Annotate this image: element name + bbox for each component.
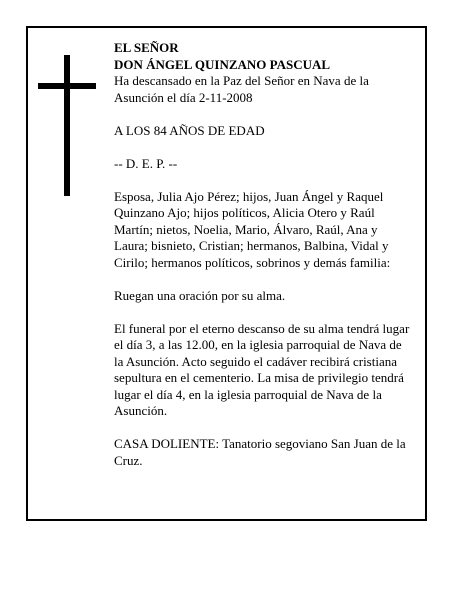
age-line: A LOS 84 AÑOS DE EDAD bbox=[114, 122, 265, 138]
prayer-request: Ruegan una oración por su alma. bbox=[114, 287, 286, 303]
cross-vertical-bar bbox=[64, 55, 70, 196]
rip-line: -- D. E. P. -- bbox=[114, 155, 178, 171]
family-list: Esposa, Julia Ajo Pérez; hijos, Juan Ángel y Raquel Quinzano Ajo; hijos políticos, Alicia Otero y Raúl Martín; nietos, Noelia, Mario, Álvaro, Raúl, Ana y Laura; bisnieto, Cristian; hermanos, Balbina, Vidal y Cirilo; hermanos políticos, sobrinos y demás familia: bbox=[114, 188, 391, 270]
deceased-name: DON ÁNGEL QUINZANO PASCUAL bbox=[114, 56, 331, 72]
obituary-title: EL SEÑOR bbox=[114, 40, 179, 55]
obituary-content bbox=[114, 40, 414, 486]
cross-horizontal-bar bbox=[38, 83, 96, 89]
mourning-house: CASA DOLIENTE: Tanatorio segoviano San Juan de la Cruz. bbox=[114, 436, 406, 468]
death-notice: Ha descansado en la Paz del Señor en Nava de la Asunción el día 2-11-2008 bbox=[114, 73, 369, 105]
funeral-details: El funeral por el eterno descanso de su alma tendrá lugar el día 3, a las 12.00, en la iglesia parroquial de Nava de la Asunción. Acto seguido el cadáver recibirá cristiana sepultura en el cementerio. La misa de privilegio tendrá lugar el día 4, en la iglesia parroquial de Nava de la Asunción. bbox=[114, 320, 410, 418]
